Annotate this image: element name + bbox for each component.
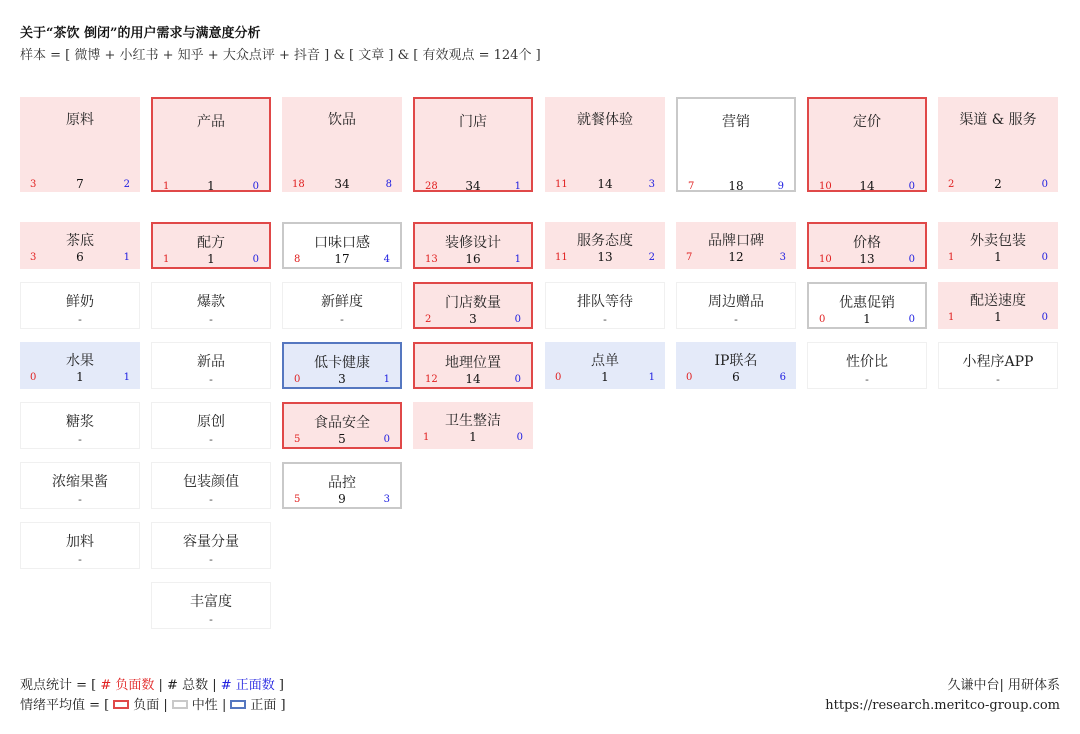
total-count: 14 xyxy=(465,372,481,386)
cell-label: 容量分量 xyxy=(183,534,239,550)
positive-count: 4 xyxy=(383,254,390,265)
negative-count: 8 xyxy=(294,254,301,265)
cell-label: 优惠促销 xyxy=(839,295,895,311)
negative-swatch xyxy=(113,700,129,709)
negative-count: 0 xyxy=(555,372,562,383)
cell-stats xyxy=(415,181,531,193)
subcategory-cell xyxy=(151,582,271,629)
stats-legend-total: | # 总数 | xyxy=(154,678,221,693)
cell-stats xyxy=(20,179,140,191)
total-count: 34 xyxy=(334,177,350,191)
subcategory-cell xyxy=(413,282,533,329)
negative-count: 1 xyxy=(423,432,430,443)
subcategory-cell xyxy=(413,222,533,269)
cell-stats xyxy=(415,254,531,266)
subcategory-cell xyxy=(807,282,927,329)
cell-label: 新鲜度 xyxy=(321,294,363,310)
negative-count: 1 xyxy=(948,312,955,323)
positive-count: 0 xyxy=(1041,312,1048,323)
negative-count: 5 xyxy=(294,434,301,445)
subcategory-cell xyxy=(20,342,140,389)
source-url[interactable]: https://research.meritco-group.com xyxy=(825,698,1060,713)
positive-count: 8 xyxy=(385,179,392,190)
empty-count: - xyxy=(603,313,607,326)
cell-label: 水果 xyxy=(66,353,94,369)
negative-count: 2 xyxy=(948,179,955,190)
positive-count: 0 xyxy=(252,254,259,265)
subcategory-cell xyxy=(413,402,533,449)
cell-stats xyxy=(809,181,925,193)
negative-count: 10 xyxy=(819,181,832,192)
cell-stats xyxy=(809,254,925,266)
negative-count: 10 xyxy=(819,254,832,265)
positive-count: 0 xyxy=(908,254,915,265)
empty-count: - xyxy=(209,433,213,446)
negative-count: 2 xyxy=(425,314,432,325)
total-count: 3 xyxy=(469,312,477,326)
cell-stats xyxy=(678,181,794,193)
total-count: 6 xyxy=(732,370,740,384)
positive-count: 0 xyxy=(908,314,915,325)
positive-count: 1 xyxy=(648,372,655,383)
negative-count: 3 xyxy=(30,252,37,263)
positive-count: 6 xyxy=(779,372,786,383)
negative-count: 0 xyxy=(686,372,693,383)
category-header xyxy=(282,97,402,192)
cell-label: IP联名 xyxy=(714,353,758,369)
total-count: 5 xyxy=(338,432,346,446)
empty-count: - xyxy=(340,313,344,326)
category-header xyxy=(807,97,927,192)
cell-label: 性价比 xyxy=(846,354,888,370)
cell-stats xyxy=(413,432,533,444)
cell-label: 茶底 xyxy=(66,233,94,249)
cell-stats xyxy=(546,313,664,325)
cell-stats xyxy=(152,613,270,625)
subcategory-cell xyxy=(151,402,271,449)
total-count: 13 xyxy=(597,250,613,264)
subcategory-cell xyxy=(20,462,140,509)
cell-label: 品牌口碑 xyxy=(708,233,764,249)
page-title: 关于“茶饮 倒闭”的用户需求与满意度分析 xyxy=(20,26,261,41)
cell-stats xyxy=(152,553,270,565)
cell-stats xyxy=(284,434,400,446)
cell-label: 价格 xyxy=(853,235,881,251)
cell-stats xyxy=(809,314,925,326)
cell-label: 点单 xyxy=(591,353,619,369)
cell-stats xyxy=(20,252,140,264)
negative-count: 5 xyxy=(294,494,301,505)
total-count: 16 xyxy=(465,252,481,266)
cell-label: 卫生整洁 xyxy=(445,413,501,429)
cell-label: 产品 xyxy=(197,114,225,130)
cell-stats xyxy=(939,373,1057,385)
cell-label: 加料 xyxy=(66,534,94,550)
cell-stats xyxy=(545,179,665,191)
stats-legend-negative: # 负面数 xyxy=(100,678,155,693)
total-count: 3 xyxy=(338,372,346,386)
cell-label: 配方 xyxy=(197,235,225,251)
negative-count: 18 xyxy=(292,179,305,190)
subcategory-cell xyxy=(938,342,1058,389)
positive-count: 1 xyxy=(514,181,521,192)
cell-stats xyxy=(152,313,270,325)
positive-count: 0 xyxy=(908,181,915,192)
cell-stats xyxy=(284,374,400,386)
cell-stats xyxy=(283,313,401,325)
cell-stats xyxy=(415,314,531,326)
positive-count: 0 xyxy=(1041,179,1048,190)
category-header xyxy=(938,97,1058,192)
subcategory-cell xyxy=(938,282,1058,329)
cell-label: 新品 xyxy=(197,354,225,370)
cell-label: 鲜奶 xyxy=(66,294,94,310)
positive-count: 0 xyxy=(252,181,259,192)
negative-count: 13 xyxy=(425,254,438,265)
subcategory-cell xyxy=(20,222,140,269)
subcategory-cell xyxy=(20,282,140,329)
cell-stats xyxy=(676,372,796,384)
cell-label: 原创 xyxy=(197,414,225,430)
cell-label: 低卡健康 xyxy=(314,355,370,371)
empty-count: - xyxy=(78,313,82,326)
subcategory-cell xyxy=(151,462,271,509)
positive-count: 0 xyxy=(514,374,521,385)
cell-stats xyxy=(938,252,1058,264)
cell-label: 装修设计 xyxy=(445,235,501,251)
total-count: 13 xyxy=(859,252,875,266)
total-count: 1 xyxy=(207,252,215,266)
subcategory-cell xyxy=(282,342,402,389)
cell-label: 营销 xyxy=(722,114,750,130)
positive-count: 3 xyxy=(383,494,390,505)
cell-stats xyxy=(938,179,1058,191)
subcategory-cell xyxy=(20,522,140,569)
cell-label: 爆款 xyxy=(197,294,225,310)
subcategory-cell xyxy=(282,282,402,329)
cell-stats xyxy=(21,433,139,445)
cell-stats xyxy=(153,254,269,266)
positive-count: 0 xyxy=(1041,252,1048,263)
cell-label: 外卖包装 xyxy=(970,233,1026,249)
positive-count: 2 xyxy=(648,252,655,263)
category-header xyxy=(545,97,665,192)
positive-count: 1 xyxy=(514,254,521,265)
positive-count: 1 xyxy=(123,252,130,263)
negative-count: 1 xyxy=(163,254,170,265)
total-count: 1 xyxy=(994,310,1002,324)
total-count: 14 xyxy=(597,177,613,191)
empty-count: - xyxy=(78,493,82,506)
total-count: 7 xyxy=(76,177,84,191)
category-header xyxy=(151,97,271,192)
cell-label: 小程序APP xyxy=(962,354,1034,370)
subcategory-cell xyxy=(676,222,796,269)
total-count: 1 xyxy=(863,312,871,326)
negative-count: 11 xyxy=(555,252,568,263)
cell-label: 包装颜值 xyxy=(183,474,239,490)
cell-label: 渠道 & 服务 xyxy=(959,112,1037,128)
total-count: 6 xyxy=(76,250,84,264)
stats-legend-positive: # 正面数 xyxy=(220,678,275,693)
subcategory-cell xyxy=(151,522,271,569)
cell-label: 门店数量 xyxy=(445,295,501,311)
cell-label: 配送速度 xyxy=(970,293,1026,309)
negative-count: 12 xyxy=(425,374,438,385)
cell-label: 定价 xyxy=(853,114,881,130)
positive-count: 3 xyxy=(648,179,655,190)
category-header xyxy=(20,97,140,192)
empty-count: - xyxy=(996,373,1000,386)
empty-count: - xyxy=(209,553,213,566)
category-header xyxy=(676,97,796,192)
positive-count: 1 xyxy=(383,374,390,385)
subcategory-cell xyxy=(413,342,533,389)
cell-label: 就餐体验 xyxy=(577,112,633,128)
cell-stats xyxy=(282,179,402,191)
cell-stats xyxy=(676,252,796,264)
cell-stats xyxy=(677,313,795,325)
cell-label: 饮品 xyxy=(328,112,356,128)
brand-label: 久谦中台| 用研体系 xyxy=(947,678,1060,693)
positive-count: 2 xyxy=(123,179,130,190)
subcategory-cell xyxy=(282,462,402,509)
subcategory-cell xyxy=(151,222,271,269)
mood-legend-separator: | xyxy=(163,698,168,713)
cell-label: 排队等待 xyxy=(577,294,633,310)
cell-label: 门店 xyxy=(459,114,487,130)
cell-label: 原料 xyxy=(66,112,94,128)
positive-count: 0 xyxy=(514,314,521,325)
cell-stats xyxy=(21,553,139,565)
cell-stats xyxy=(152,433,270,445)
total-count: 34 xyxy=(465,179,481,193)
subcategory-cell xyxy=(545,342,665,389)
cell-stats xyxy=(21,313,139,325)
cell-stats xyxy=(152,493,270,505)
positive-count: 3 xyxy=(779,252,786,263)
subcategory-cell xyxy=(20,402,140,449)
subcategory-cell xyxy=(151,342,271,389)
cell-label: 品控 xyxy=(328,475,356,491)
negative-count: 28 xyxy=(425,181,438,192)
subcategory-cell xyxy=(545,222,665,269)
neutral-swatch xyxy=(172,700,188,709)
cell-stats xyxy=(152,373,270,385)
empty-count: - xyxy=(865,373,869,386)
cell-label: 糖浆 xyxy=(66,414,94,430)
empty-count: - xyxy=(78,433,82,446)
total-count: 14 xyxy=(859,179,875,193)
cell-stats xyxy=(284,254,400,266)
positive-swatch xyxy=(230,700,246,709)
cell-stats xyxy=(545,372,665,384)
empty-count: - xyxy=(209,613,213,626)
positive-count: 0 xyxy=(383,434,390,445)
negative-count: 1 xyxy=(163,181,170,192)
subcategory-cell xyxy=(151,282,271,329)
mood-legend xyxy=(20,696,286,716)
total-count: 1 xyxy=(994,250,1002,264)
cell-stats xyxy=(938,312,1058,324)
subcategory-cell xyxy=(676,342,796,389)
footer-credits xyxy=(825,676,1060,716)
total-count: 9 xyxy=(338,492,346,506)
subcategory-cell xyxy=(807,342,927,389)
mood-legend-neutral: 中性 xyxy=(191,698,218,713)
total-count: 2 xyxy=(994,177,1002,191)
cell-label: 地理位置 xyxy=(445,355,501,371)
cell-label: 口味口感 xyxy=(314,235,370,251)
cell-label: 浓缩果酱 xyxy=(52,474,108,490)
cell-stats xyxy=(153,181,269,193)
cell-label: 食品安全 xyxy=(314,415,370,431)
negative-count: 11 xyxy=(555,179,568,190)
mood-legend-negative: 负面 xyxy=(133,698,160,713)
empty-count: - xyxy=(209,493,213,506)
subcategory-cell xyxy=(938,222,1058,269)
positive-count: 9 xyxy=(777,181,784,192)
cell-label: 周边赠品 xyxy=(708,294,764,310)
cell-stats xyxy=(284,494,400,506)
total-count: 1 xyxy=(469,430,477,444)
positive-count: 1 xyxy=(123,372,130,383)
cell-label: 丰富度 xyxy=(190,594,232,610)
negative-count: 0 xyxy=(30,372,37,383)
stats-legend-prefix: 观点统计 = [ xyxy=(20,678,101,693)
total-count: 1 xyxy=(601,370,609,384)
total-count: 1 xyxy=(76,370,84,384)
negative-count: 0 xyxy=(819,314,826,325)
empty-count: - xyxy=(734,313,738,326)
category-header xyxy=(413,97,533,192)
stats-legend-suffix: ] xyxy=(274,678,284,693)
empty-count: - xyxy=(209,373,213,386)
negative-count: 1 xyxy=(948,252,955,263)
sample-description: 样本 = [ 微博 + 小红书 + 知乎 + 大众点评 + 抖音 ] & [ 文章 ] & [ 有效观点 = 124个 ] xyxy=(20,48,541,63)
mood-legend-positive: 正面 xyxy=(250,698,277,713)
negative-count: 7 xyxy=(688,181,695,192)
cell-stats xyxy=(20,372,140,384)
stats-legend xyxy=(20,676,286,696)
subcategory-cell xyxy=(282,222,402,269)
empty-count: - xyxy=(78,553,82,566)
total-count: 18 xyxy=(728,179,744,193)
total-count: 12 xyxy=(728,250,744,264)
subcategory-cell xyxy=(676,282,796,329)
cell-stats xyxy=(21,493,139,505)
cell-stats xyxy=(415,374,531,386)
mood-legend-separator: | xyxy=(221,698,227,713)
negative-count: 0 xyxy=(294,374,301,385)
subcategory-cell xyxy=(282,402,402,449)
negative-count: 3 xyxy=(30,179,37,190)
total-count: 1 xyxy=(207,179,215,193)
negative-count: 7 xyxy=(686,252,693,263)
empty-count: - xyxy=(209,313,213,326)
subcategory-cell xyxy=(545,282,665,329)
cell-label: 服务态度 xyxy=(577,233,633,249)
mood-legend-prefix: 情绪平均值 = [ xyxy=(20,698,110,713)
total-count: 17 xyxy=(334,252,350,266)
mood-legend-suffix: ] xyxy=(280,698,286,713)
cell-stats xyxy=(545,252,665,264)
positive-count: 0 xyxy=(516,432,523,443)
legend xyxy=(20,676,286,716)
cell-stats xyxy=(808,373,926,385)
subcategory-cell xyxy=(807,222,927,269)
